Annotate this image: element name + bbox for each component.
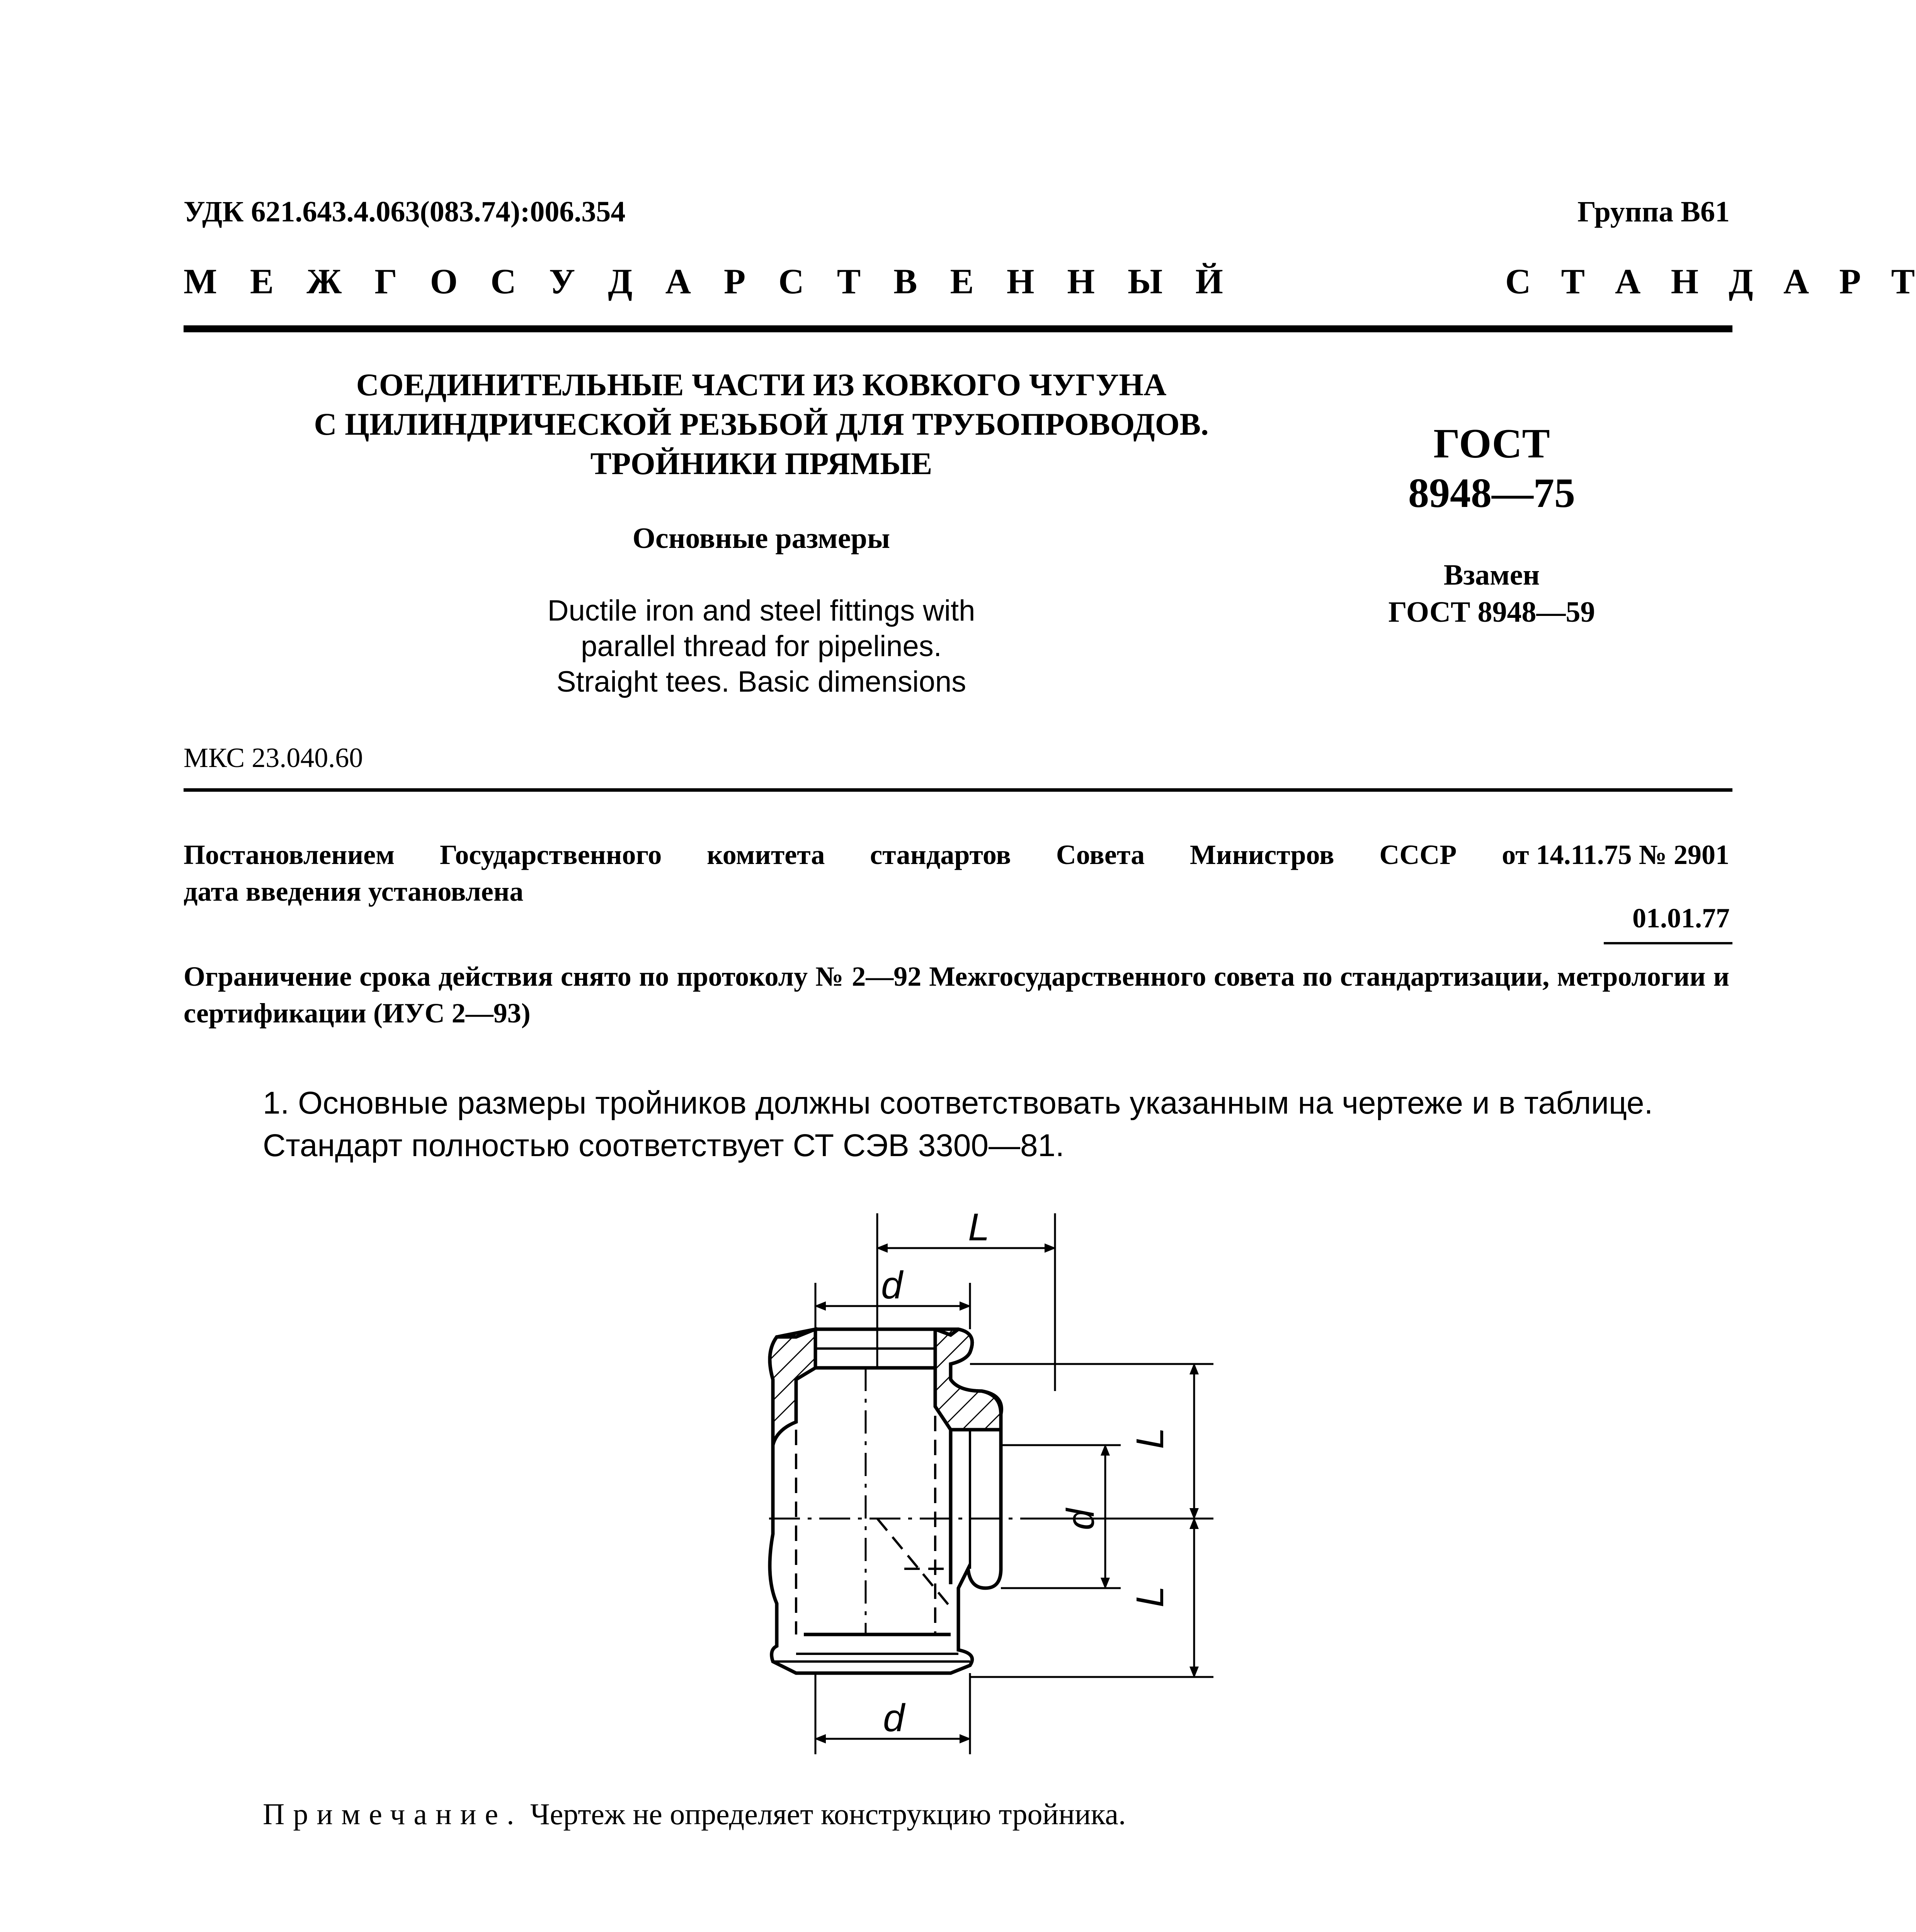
banner-word-interstate: [184, 261, 1223, 302]
gost-label: ГОСТ: [1433, 421, 1550, 467]
section-rule: [184, 788, 1732, 792]
banner-letter: Й: [1195, 262, 1223, 301]
banner-letter: Д: [608, 262, 633, 301]
banner-letter: С: [490, 262, 516, 301]
banner-letter: Е: [250, 262, 274, 301]
paragraph-2: Стандарт полностью соответствует СТ СЭВ 3300—81.: [263, 1128, 1064, 1163]
document-subtitle: Основные размеры: [632, 522, 890, 554]
banner-letter: В: [893, 262, 917, 301]
decree-line: [184, 837, 1729, 873]
english-title-line: Ductile iron and steel fittings with: [547, 594, 975, 627]
banner-letter: Н: [1067, 262, 1095, 301]
english-title-line: parallel thread for pipelines.: [581, 630, 942, 663]
udk-code: УДК 621.643.4.063(083.74):006.354: [184, 196, 626, 228]
decree-line: дата введения установлена: [184, 876, 524, 907]
banner-letter: Н: [1671, 262, 1699, 301]
decree-word: Совета: [1056, 839, 1145, 870]
banner-letter: С: [1505, 262, 1531, 301]
decree-word: Постановлением: [184, 839, 395, 870]
banner-letter: Е: [950, 262, 974, 301]
decree-word: Государственного: [439, 839, 662, 870]
banner-letter: Т: [1891, 262, 1915, 301]
group-code: Группа В61: [1577, 196, 1730, 228]
banner-letter: Р: [1839, 262, 1861, 301]
english-title-line: Straight tees. Basic dimensions: [556, 665, 967, 698]
decree-text: [184, 837, 1729, 910]
title-line: С ЦИЛИНДРИЧЕСКОЙ РЕЗЬБОЙ ДЛЯ ТРУБОПРОВОДОВ.: [314, 406, 1209, 442]
header-rule: [184, 325, 1732, 332]
banner-letter: М: [184, 262, 217, 301]
banner-letter: Р: [724, 262, 746, 301]
date-underline: [1604, 942, 1732, 944]
introduction-date: 01.01.77: [1632, 903, 1730, 934]
gost-code: 8948—75: [1408, 470, 1575, 516]
banner-letter: Ж: [306, 262, 342, 301]
dimension-label-L: L: [968, 1206, 990, 1249]
dimension-label-L: L: [1128, 1427, 1172, 1449]
dimension-label-d: d: [1059, 1509, 1102, 1530]
restriction-text: Ограничение срока действия снято по протоколу № 2—92 Межгосударственного совета по стандартизации, метрологии и сертификации (ИУС 2—93): [184, 961, 1729, 1029]
banner-letter: Д: [1729, 262, 1753, 301]
tee-drawing: [734, 1198, 1256, 1777]
banner-letter: Н: [1006, 262, 1035, 301]
decree-word: Министров: [1189, 839, 1334, 870]
document-title: [182, 365, 1341, 483]
banner-letter: А: [665, 262, 691, 301]
dimension-label-d: d: [883, 1696, 905, 1740]
title-line: СОЕДИНИТЕЛЬНЫЕ ЧАСТИ ИЗ КОВКОГО ЧУГУНА: [356, 367, 1167, 402]
replace-code: ГОСТ 8948—59: [1388, 596, 1595, 628]
drawing-note: [263, 1797, 1126, 1832]
banner-letter: Ы: [1127, 262, 1163, 301]
banner-letter: С: [778, 262, 804, 301]
banner-letter: Т: [1561, 262, 1585, 301]
dimension-label-L: L: [1128, 1586, 1172, 1607]
decree-word: СССР: [1379, 839, 1457, 870]
decree-word: комитета: [707, 839, 825, 870]
decree-word: стандартов: [870, 839, 1011, 870]
paragraph-1: 1. Основные размеры тройников должны соответствовать указанным на чертеже и в таблице.: [263, 1085, 1653, 1121]
banner-letter: Т: [837, 262, 861, 301]
english-title: [182, 593, 1341, 700]
note-text: Чертеж не определяет конструкцию тройника.: [530, 1797, 1126, 1831]
gost-number: [1356, 419, 1627, 518]
replace-label: Взамен: [1443, 559, 1540, 591]
banner-letter: У: [549, 262, 575, 301]
dimension-label-d: d: [881, 1264, 903, 1307]
banner-letter: О: [430, 262, 458, 301]
banner-letter: А: [1783, 262, 1809, 301]
replaced-standard: [1356, 556, 1627, 631]
banner-word-standard: [1505, 261, 1915, 302]
decree-word: от 14.11.75 № 2901: [1502, 839, 1729, 870]
mks-code: МКС 23.040.60: [184, 742, 363, 773]
note-label: Примечание.: [263, 1797, 523, 1831]
title-line: ТРОЙНИКИ ПРЯМЫЕ: [590, 446, 932, 481]
banner-letter: Г: [374, 262, 397, 301]
banner-letter: А: [1615, 262, 1641, 301]
